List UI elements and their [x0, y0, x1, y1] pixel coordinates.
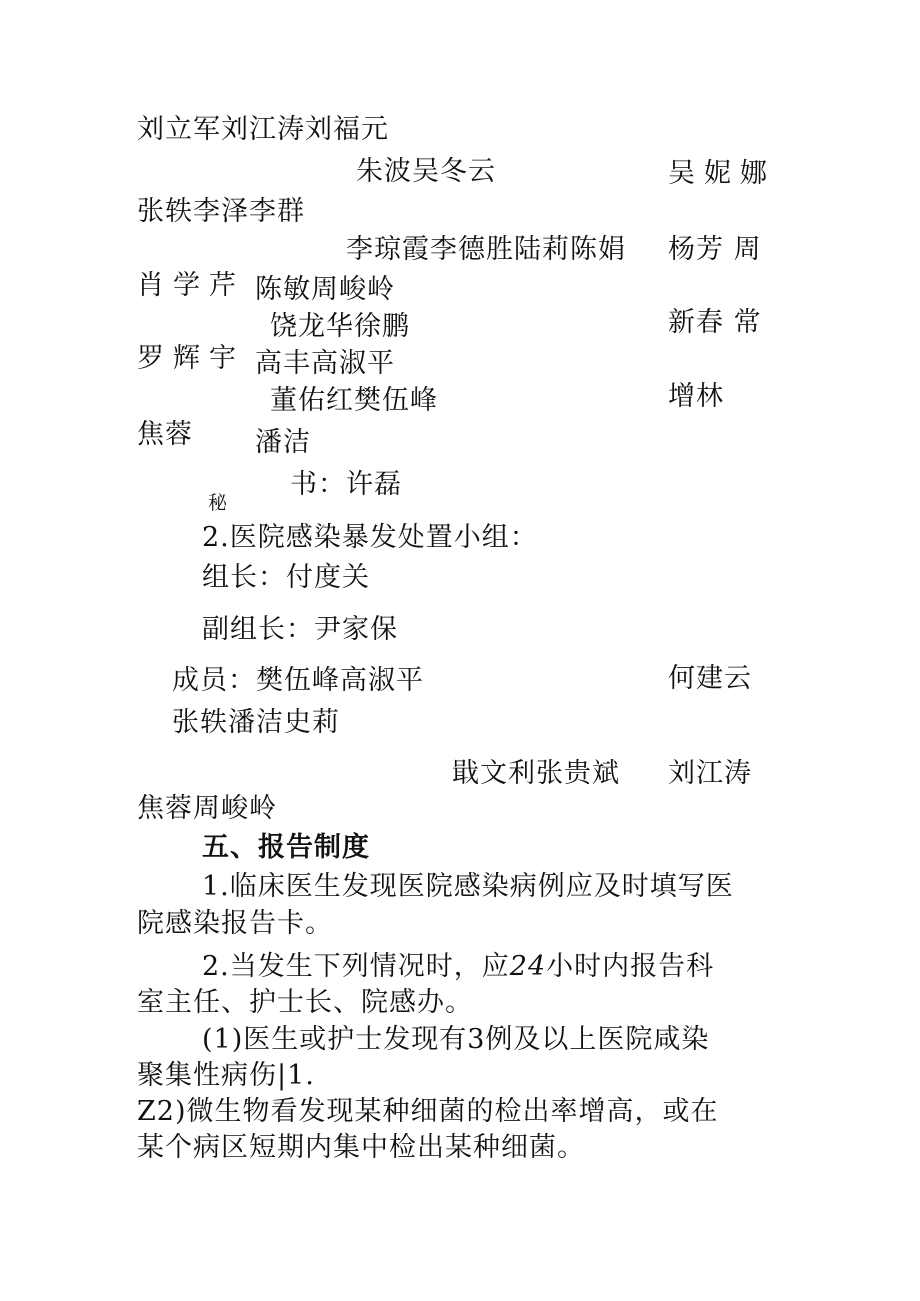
section-5-title: 五、报告制度 [202, 832, 370, 863]
outbreak-members-line-4: 焦蓉周峻岭 [137, 793, 277, 824]
section-5-p1-line-1: 1.临床医生发现医院感染病例应及时填写医 [202, 871, 734, 902]
section-5-p2-line-2: 室主任、护士长、院感办。 [137, 987, 473, 1018]
member-line-7-mid: 高丰高淑平 [255, 348, 395, 379]
member-line-4-right: 杨芳 周 [668, 234, 762, 265]
member-line-3: 张轶李泽李群 [137, 196, 305, 227]
section-5-p2-line-1 [202, 953, 714, 980]
member-line-2-right: 吴妮娜 [668, 158, 776, 189]
outbreak-group-deputy: 副组长：尹家保 [202, 614, 398, 645]
section-5-p3-line-2: 聚集性病伤|1. [137, 1060, 315, 1091]
section-5-p4-line-2: 某个病区短期内集中检出某种细菌。 [137, 1132, 585, 1163]
member-line-7-left: 罗辉宇 [137, 343, 245, 374]
outbreak-group-leader: 组长：付度关 [202, 562, 370, 593]
member-line-6-mid: 饶龙华徐鹏 [270, 311, 410, 342]
section-5-p2-number: 24 [509, 951, 547, 982]
member-line-5-mid: 陈敏周峻岭 [255, 274, 395, 305]
secretary-value: 书：许磊 [290, 469, 402, 500]
member-line-9-left: 焦蓉 [137, 419, 193, 450]
outbreak-members-line-3-right: 刘江涛 [668, 758, 752, 789]
section-5-p2-part-a: 2.当发生下列情况时，应 [202, 951, 510, 982]
member-line-6-right: 新春 常 [668, 307, 762, 338]
outbreak-members-line-2: 张轶潘洁史莉 [172, 707, 340, 738]
member-line-9-mid: 潘洁 [255, 427, 311, 458]
member-line-1: 刘立军刘江涛刘福元 [137, 114, 389, 145]
section-5-p2-part-b: 小时内报告科 [546, 951, 715, 982]
outbreak-members-line-3-mid: 戢文利张贵斌 [452, 758, 620, 789]
outbreak-members-line-1: 成员：樊伍峰高淑平 [172, 665, 424, 696]
member-line-4-mid: 李琼霞李德胜陆莉陈娟 [346, 234, 626, 265]
outbreak-group-heading: 2.医院感染暴发处置小组： [202, 522, 538, 553]
section-5-p1-line-2: 院感染报告卡。 [137, 908, 333, 939]
member-line-8-right: 增林 [668, 381, 724, 412]
member-line-5-left: 肖学芹 [137, 270, 245, 301]
member-line-2-mid: 朱波吴冬云 [356, 156, 496, 187]
member-line-8-mid: 董佑红樊伍峰 [270, 385, 438, 416]
secretary-prefix: 秘 [208, 492, 229, 514]
section-5-p3-line-1: (1)医生或护士发现有3例及以上医院咸染 [202, 1024, 710, 1055]
outbreak-members-line-1-right: 何建云 [668, 663, 752, 694]
section-5-p4-line-1: Z2)微生物看发现某种细菌的检出率增高，或在 [137, 1096, 719, 1127]
